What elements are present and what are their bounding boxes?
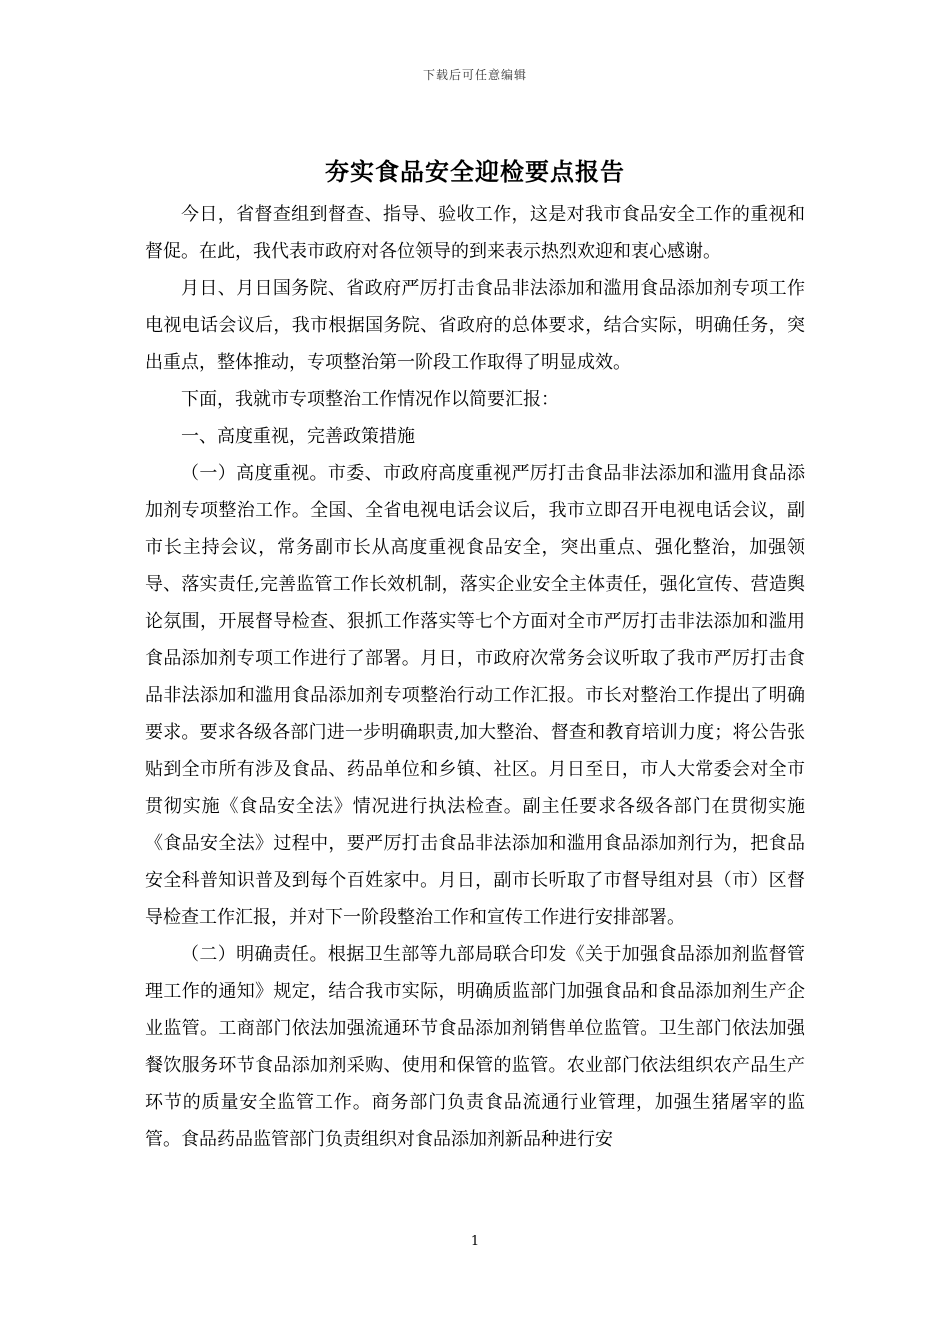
paragraph-clear-responsibility: （二）明确责任。根据卫生部等九部局联合印发《关于加强食品添加剂监督管理工作的通知》规定，结合我市实际，明确质监部门加强食品和食品添加剂生产企业监管。工商部门依法加强流通环节食品添加剂销售单位监管。卫生部门依法加强餐饮服务环节食品添加剂采购、使用和保管的监管。农业部门依法组织农产品生产环节的质量安全监管工作。商务部门负责食品流通行业管理，加强生猪屠宰的监管。食品药品监管部门负责组织对食品添加剂新品种进行安 — [145, 944, 805, 1150]
document-body — [145, 196, 805, 1158]
document-title: 夯实食品安全迎检要点报告 — [325, 157, 625, 186]
paragraph-background: 月日、月日国务院、省政府严厉打击食品非法添加和滥用食品添加剂专项工作电视电话会议后，我市根据国务院、省政府的总体要求，结合实际，明确任务，突出重点，整体推动，专项整治第一阶段工作取得了明显成效。 — [145, 278, 805, 373]
header-note: 下载后可任意编辑 — [422, 68, 527, 82]
page-number: 1 — [470, 1234, 480, 1249]
paragraph-intro: 今日，省督查组到督查、指导、验收工作，这是对我市食品安全工作的重视和督促。在此，我代表市政府对各位领导的到来表示热烈欢迎和衷心感谢。 — [145, 204, 805, 262]
paragraph-report-lead: 下面，我就市专项整治工作情况作以简要汇报： — [181, 389, 559, 410]
section-heading: 一、高度重视，完善政策措施 — [181, 426, 415, 447]
paragraph-high-attention: （一）高度重视。市委、市政府高度重视严厉打击食品非法添加和滥用食品添加剂专项整治工作。全国、全省电视电话会议后，我市立即召开电视电话会议，副市长主持会议，常务副市长从高度重视食品安全，突出重点、强化整治，加强领导、落实责任,完善监管工作长效机制，落实企业安全主体责任，强化宣传、营造舆论氛围，开展督导检查、狠抓工作落实等七个方面对全市严厉打击非法添加和滥用食品添加剂专项工作进行了部署。月日，市政府次常务会议听取了我市严厉打击食品非法添加和滥用食品添加剂专项整治行动工作汇报。市长对整治工作提出了明确要求。要求各级各部门进一步明确职责,加大整治、督查和教育培训力度；将公告张贴到全市所有涉及食品、药品单位和乡镇、社区。月日至日，市人大常委会对全市贯彻实施《食品安全法》情况进行执法检查。副主任要求各级各部门在贯彻实施《食品安全法》过程中，要严厉打击食品非法添加和滥用食品添加剂行为，把食品安全科普知识普及到每个百姓家中。月日，副市长听取了市督导组对县（市）区督导检查工作汇报，并对下一阶段整治工作和宣传工作进行安排部署。 — [145, 463, 805, 928]
